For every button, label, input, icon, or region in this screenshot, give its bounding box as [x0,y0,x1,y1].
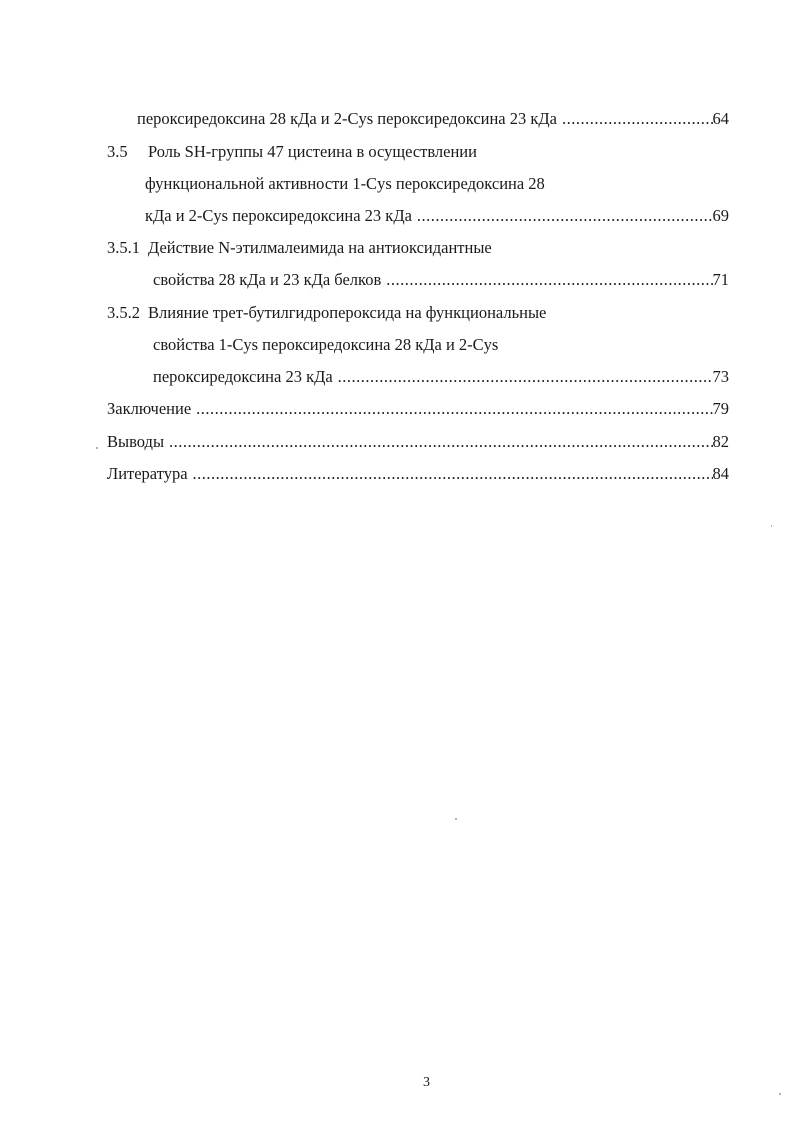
toc-leader-dots [164,431,712,453]
scan-speck [96,447,98,449]
toc-section-number: 3.5 [107,142,128,161]
toc-entry-continuation[interactable] [153,366,729,388]
toc-entry[interactable] [107,398,729,420]
toc-entry-page: 64 [712,109,729,128]
toc-entry[interactable] [107,463,729,485]
toc-entry-text: кДа и 2-Cys пероксиредоксина 23 кДа [145,206,412,225]
toc-entry-text: Литература [107,464,188,483]
toc-leader-dots [557,108,713,130]
toc-entry[interactable] [107,431,729,453]
toc-entry-page: 73 [712,367,729,386]
toc-entry-text: Заключение [107,399,192,418]
toc-entry-page: 69 [712,206,729,225]
toc-entry-continuation [153,334,498,356]
toc-entry-text: Действие N-этилмалеимида на антиоксидантные [148,238,492,257]
toc-entry[interactable] [107,141,477,163]
scan-speck [771,525,772,527]
toc-leader-dots [191,398,712,420]
toc-entry-text: свойства 28 кДа и 23 кДа белков [153,270,382,289]
toc-leader-dots [333,366,713,388]
toc-entry-text: функциональной активности 1-Cys пероксиредоксина 28 [145,174,545,193]
toc-entry[interactable] [137,108,729,130]
toc-entry-page: 82 [712,432,729,451]
toc-entry-page: 79 [712,399,729,418]
page-number: 3 [423,1075,430,1090]
toc-entry-text: Влияние трет-бутилгидропероксида на функциональные [148,303,547,322]
toc-entry-text: свойства 1-Cys пероксиредоксина 28 кДа и 2-Cys [153,335,499,354]
toc-entry[interactable] [107,237,492,259]
toc-entry-text: Роль SH-группы 47 цистеина в осуществлении [148,142,477,161]
toc-entry-continuation[interactable] [153,269,729,291]
toc-entry[interactable] [107,302,546,324]
toc-leader-dots [412,205,713,227]
toc-leader-dots [188,463,713,485]
toc-section-number: 3.5.2 [107,303,140,322]
toc-entry-text: пероксиредоксина 28 кДа и 2-Cys пероксиредоксина 23 кДа [137,109,557,128]
scan-speck [455,818,457,820]
toc-entry-page: 84 [712,464,729,483]
toc-entry-text: Выводы [107,432,165,451]
toc-entry-continuation [145,173,545,195]
toc-entry-continuation[interactable] [145,205,729,227]
toc-entry-text: пероксиредоксина 23 кДа [153,367,333,386]
scan-speck [779,1093,781,1095]
toc-leader-dots [381,269,712,291]
toc-entry-page: 71 [712,270,729,289]
toc-section-number: 3.5.1 [107,238,140,257]
